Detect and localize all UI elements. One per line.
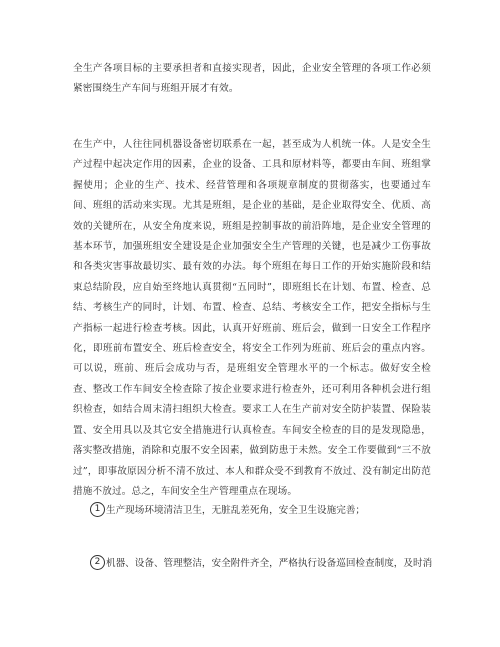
list-item-2-text: 机器、设备、管理整洁，安全附件齐全，严格执行设备巡回检查制度，及时消 [106,558,433,569]
list-item-1-text: 生产现场环境清洁卫生，无脏乱差死角，安全卫生设施完善； [106,505,366,516]
paragraph-2: 在生产中，人往往同机器设备密切联系在一起，甚至成为人机统一体。人是安全生产过程中起决定作用的因素，企业的设备、工具和原材料等，都要由车间、班组掌握使用；企业的生产、技术、经营管理和各项规章制度的贯彻落实，也要通过车间、班组的活动来实现。尤其是班组，是企业的基础，是企业取得安全、优质、高效的关键所在，从安全角度来说，班组是控制事故的前沿阵地，是企业安全管理的基本环节，加强班组安全建设是企业加强安全生产管理的关键，也是减少工伤事故和各类灾害事故最切实、最有效的办法。每个班组在每日工作的开始实施阶段和结束总结阶段，应自始至终地认真贯彻“五同时”，即班组长在计划、布置、检查、总结、考核生产的同时，计划、布置、检查、总结、考核安全工作，把安全指标与生产指标一起进行检查考核。因此，认真开好班前、班后会，做到一日安全工作程序化，即班前布置安全、班后检查安全，将安全工作列为班前、班后会的重点内容。可以说，班前、班后会成功与否，是班组安全管理水平的一个标志。做好安全检查、整改工作车间安全检查除了按企业要求进行检查外，还可利用各种机会进行组织检查，如结合周末清扫组织大检查。要求工人在生产前对安全防护装置、保险装置、安全用具以及其它安全措施进行认真检查。车间安全检查的目的是发现隐患，落实整改措施，消除和克服不安全因素，做到防患于未然。安全工作要做到“三不放过”，即事故原因分析不清不放过、本人和群众受不到教育不放过、没有制定出防范措施不放过。总之，车间安全生产管理重点在现场。 [73,139,431,497]
paragraph-1: 全生产各项目标的主要承担者和直接实现者，因此，企业安全管理的各项工作必须紧密围绕生产车间与班组开展才有效。 [73,63,431,95]
circled-number-2: 2 [90,555,105,570]
list-item-2 [90,556,432,572]
list-item-1 [90,503,365,519]
circled-number-1: 1 [90,502,105,517]
